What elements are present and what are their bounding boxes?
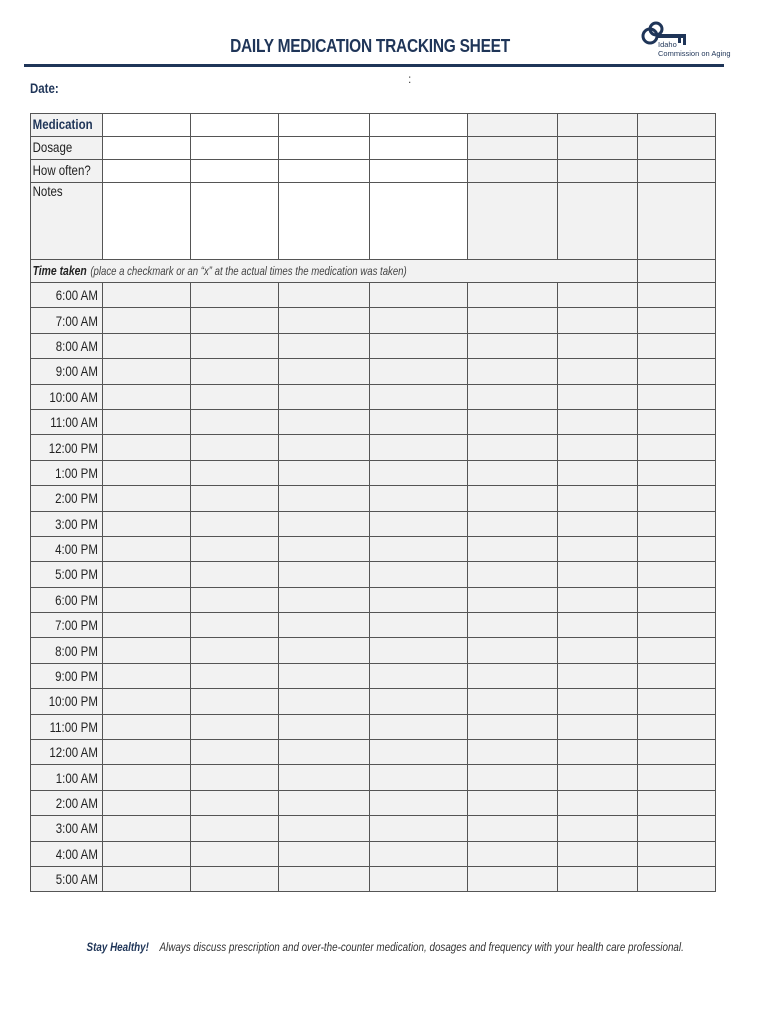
time-label-cell (31, 333, 103, 358)
time-check-cell[interactable] (468, 283, 558, 308)
time-check-cell[interactable] (558, 384, 638, 409)
time-check-cell[interactable] (370, 359, 468, 384)
time-label-cell (31, 816, 103, 841)
time-label: 7:00 AM (55, 312, 98, 329)
time-check-cell[interactable] (558, 866, 638, 891)
medication-cell[interactable] (279, 114, 370, 137)
dosage-cell[interactable] (638, 137, 716, 160)
time-check-cell[interactable] (558, 790, 638, 815)
row-dosage (31, 137, 716, 160)
medication-cell[interactable] (370, 114, 468, 137)
time-check-cell[interactable] (638, 562, 716, 587)
how-often-cell[interactable] (370, 160, 468, 183)
time-taken-header (31, 260, 638, 283)
time-check-cell[interactable] (558, 816, 638, 841)
time-check-cell[interactable] (103, 740, 191, 765)
dosage-cell[interactable] (279, 137, 370, 160)
label-dosage (31, 137, 103, 160)
time-check-cell[interactable] (558, 435, 638, 460)
time-label-cell (31, 765, 103, 790)
time-check-cell[interactable] (103, 613, 191, 638)
time-check-cell[interactable] (103, 359, 191, 384)
time-label-cell (31, 283, 103, 308)
dosage-cell[interactable] (558, 137, 638, 160)
logo-text (658, 40, 731, 58)
time-check-cell[interactable] (468, 359, 558, 384)
time-label-cell (31, 841, 103, 866)
time-label: 10:00 AM (49, 388, 98, 405)
time-check-cell[interactable] (638, 689, 716, 714)
time-row (31, 409, 716, 434)
time-check-cell[interactable] (638, 663, 716, 688)
time-row (31, 790, 716, 815)
time-label: 1:00 PM (55, 464, 98, 481)
time-check-cell[interactable] (468, 613, 558, 638)
time-check-cell[interactable] (370, 765, 468, 790)
notes-cell[interactable] (558, 183, 638, 260)
time-check-cell[interactable] (558, 511, 638, 536)
time-check-cell[interactable] (370, 689, 468, 714)
time-row (31, 460, 716, 485)
time-row (31, 841, 716, 866)
time-row (31, 308, 716, 333)
time-label-cell (31, 689, 103, 714)
date-label: Date: (30, 80, 59, 96)
logo-line-2: Commission on Aging (658, 49, 731, 58)
time-check-cell[interactable] (279, 283, 370, 308)
time-check-cell[interactable] (370, 816, 468, 841)
time-label: 6:00 AM (55, 287, 98, 304)
time-label: 5:00 AM (55, 871, 98, 888)
time-check-cell[interactable] (103, 460, 191, 485)
dosage-cell[interactable] (191, 137, 279, 160)
time-label-cell (31, 384, 103, 409)
time-label: 6:00 PM (55, 591, 98, 608)
time-check-cell[interactable] (558, 740, 638, 765)
notes-cell[interactable] (468, 183, 558, 260)
time-label-cell (31, 460, 103, 485)
time-label-cell (31, 562, 103, 587)
time-label: 12:00 PM (48, 439, 98, 456)
time-check-cell[interactable] (103, 765, 191, 790)
time-row (31, 384, 716, 409)
time-check-cell[interactable] (191, 435, 279, 460)
time-check-cell[interactable] (191, 689, 279, 714)
time-row (31, 283, 716, 308)
time-check-cell[interactable] (638, 384, 716, 409)
time-row (31, 536, 716, 561)
time-check-cell[interactable] (103, 790, 191, 815)
time-check-cell[interactable] (370, 536, 468, 561)
medication-cell[interactable] (558, 114, 638, 137)
time-check-cell[interactable] (468, 486, 558, 511)
time-label: 10:00 PM (48, 693, 98, 710)
time-row (31, 562, 716, 587)
time-check-cell[interactable] (370, 714, 468, 739)
time-check-cell[interactable] (191, 536, 279, 561)
time-check-cell[interactable] (103, 409, 191, 434)
time-check-cell[interactable] (279, 689, 370, 714)
time-check-cell[interactable] (279, 486, 370, 511)
time-check-cell[interactable] (638, 740, 716, 765)
how-often-cell[interactable] (279, 160, 370, 183)
time-check-cell[interactable] (638, 866, 716, 891)
time-check-cell[interactable] (279, 460, 370, 485)
row-notes (31, 183, 716, 260)
time-label-cell (31, 740, 103, 765)
time-label-cell (31, 587, 103, 612)
time-check-cell[interactable] (468, 333, 558, 358)
time-check-cell[interactable] (558, 283, 638, 308)
time-check-cell[interactable] (191, 333, 279, 358)
time-check-cell[interactable] (103, 283, 191, 308)
time-check-cell[interactable] (103, 435, 191, 460)
label-notes (31, 183, 103, 260)
time-check-cell[interactable] (191, 409, 279, 434)
time-check-cell[interactable] (468, 740, 558, 765)
time-check-cell[interactable] (370, 409, 468, 434)
time-check-cell[interactable] (638, 714, 716, 739)
time-check-cell[interactable] (191, 359, 279, 384)
time-label: 11:00 PM (49, 718, 98, 735)
time-check-cell[interactable] (370, 587, 468, 612)
time-label: 4:00 AM (55, 845, 98, 862)
time-check-cell[interactable] (279, 587, 370, 612)
time-check-cell[interactable] (468, 409, 558, 434)
time-check-cell[interactable] (558, 359, 638, 384)
time-row (31, 333, 716, 358)
time-check-cell[interactable] (638, 460, 716, 485)
time-label-cell (31, 409, 103, 434)
dosage-cell[interactable] (103, 137, 191, 160)
time-label-cell (31, 866, 103, 891)
time-check-cell[interactable] (558, 333, 638, 358)
time-check-cell[interactable] (370, 333, 468, 358)
time-check-cell[interactable] (638, 283, 716, 308)
time-check-cell[interactable] (191, 816, 279, 841)
time-label-cell (31, 638, 103, 663)
time-check-cell[interactable] (279, 562, 370, 587)
time-check-cell[interactable] (103, 714, 191, 739)
time-check-cell[interactable] (638, 765, 716, 790)
time-check-cell[interactable] (468, 663, 558, 688)
footer (0, 940, 770, 954)
how-often-cell[interactable] (103, 160, 191, 183)
time-check-cell[interactable] (279, 308, 370, 333)
time-check-cell[interactable] (191, 587, 279, 612)
row-time-taken-header (31, 260, 716, 283)
time-check-cell[interactable] (468, 866, 558, 891)
row-medication (31, 114, 716, 137)
time-label: 7:00 PM (55, 617, 98, 634)
time-check-cell[interactable] (103, 638, 191, 663)
time-label: 9:00 PM (55, 668, 98, 685)
time-check-cell[interactable] (191, 841, 279, 866)
time-label-cell (31, 790, 103, 815)
time-check-cell[interactable] (103, 536, 191, 561)
time-label: 11:00 AM (50, 414, 98, 431)
time-label-cell (31, 359, 103, 384)
time-label: 2:00 AM (55, 795, 98, 811)
time-check-cell[interactable] (279, 511, 370, 536)
time-label-cell (31, 663, 103, 688)
label-notes-text: Notes (32, 183, 63, 199)
medication-cell[interactable] (638, 114, 716, 137)
notes-cell[interactable] (279, 183, 370, 260)
time-check-cell[interactable] (468, 536, 558, 561)
time-row (31, 816, 716, 841)
time-label-cell (31, 511, 103, 536)
time-check-cell[interactable] (103, 384, 191, 409)
medication-cell[interactable] (191, 114, 279, 137)
time-check-cell[interactable] (191, 511, 279, 536)
logo-line-1: Idaho (658, 40, 677, 49)
time-check-cell[interactable] (279, 638, 370, 663)
colon-mark: : (408, 72, 412, 86)
time-check-cell[interactable] (279, 790, 370, 815)
time-check-cell[interactable] (638, 587, 716, 612)
time-check-cell[interactable] (638, 333, 716, 358)
time-check-cell[interactable] (468, 790, 558, 815)
time-check-cell[interactable] (279, 435, 370, 460)
time-check-cell[interactable] (370, 562, 468, 587)
time-check-cell[interactable] (279, 740, 370, 765)
dosage-cell[interactable] (468, 137, 558, 160)
medication-cell[interactable] (468, 114, 558, 137)
time-label-cell (31, 613, 103, 638)
time-taken-label: Time taken (32, 263, 87, 278)
time-check-cell[interactable] (103, 841, 191, 866)
notes-cell[interactable] (103, 183, 191, 260)
time-check-cell[interactable] (638, 816, 716, 841)
notes-cell[interactable] (638, 183, 716, 260)
time-check-cell[interactable] (370, 435, 468, 460)
time-check-cell[interactable] (468, 562, 558, 587)
time-check-cell[interactable] (638, 511, 716, 536)
dosage-cell[interactable] (370, 137, 468, 160)
time-label: 9:00 AM (55, 363, 98, 380)
time-check-cell[interactable] (558, 409, 638, 434)
how-often-cell[interactable] (638, 160, 716, 183)
label-how-often-text: How often? (32, 162, 91, 178)
medication-cell[interactable] (103, 114, 191, 137)
time-rows (31, 283, 716, 892)
time-row (31, 638, 716, 663)
time-label: 4:00 PM (55, 541, 98, 558)
time-check-cell[interactable] (103, 587, 191, 612)
time-check-cell[interactable] (279, 714, 370, 739)
time-check-cell[interactable] (558, 536, 638, 561)
footer-bold: Stay Healthy! (86, 940, 149, 954)
time-row (31, 740, 716, 765)
time-check-cell[interactable] (370, 308, 468, 333)
time-label: 8:00 PM (55, 642, 98, 659)
time-row (31, 486, 716, 511)
label-medication (31, 114, 103, 137)
time-check-cell[interactable] (468, 511, 558, 536)
time-taken-header-end (638, 260, 716, 283)
time-check-cell[interactable] (638, 486, 716, 511)
time-row (31, 714, 716, 739)
time-check-cell[interactable] (558, 663, 638, 688)
label-dosage-text: Dosage (32, 139, 73, 155)
time-check-cell[interactable] (279, 333, 370, 358)
time-check-cell[interactable] (279, 841, 370, 866)
time-row (31, 663, 716, 688)
time-check-cell[interactable] (558, 765, 638, 790)
time-check-cell[interactable] (103, 486, 191, 511)
time-check-cell[interactable] (468, 841, 558, 866)
time-row (31, 613, 716, 638)
time-check-cell[interactable] (370, 511, 468, 536)
time-check-cell[interactable] (370, 613, 468, 638)
time-row (31, 587, 716, 612)
time-check-cell[interactable] (191, 740, 279, 765)
time-check-cell[interactable] (370, 866, 468, 891)
how-often-cell[interactable] (191, 160, 279, 183)
time-check-cell[interactable] (191, 663, 279, 688)
how-often-cell[interactable] (468, 160, 558, 183)
time-check-cell[interactable] (279, 765, 370, 790)
footer-text: Always discuss prescription and over-the-counter medication, dosages and frequency with your health care professional. (159, 940, 684, 954)
time-label: 3:00 AM (55, 820, 98, 837)
label-medication-text: Medication (32, 116, 93, 132)
time-check-cell[interactable] (103, 511, 191, 536)
time-check-cell[interactable] (638, 841, 716, 866)
time-check-cell[interactable] (370, 790, 468, 815)
time-check-cell[interactable] (468, 384, 558, 409)
time-check-cell[interactable] (468, 435, 558, 460)
time-check-cell[interactable] (558, 689, 638, 714)
time-check-cell[interactable] (279, 536, 370, 561)
time-check-cell[interactable] (370, 283, 468, 308)
time-check-cell[interactable] (191, 638, 279, 663)
time-check-cell[interactable] (558, 613, 638, 638)
time-row (31, 435, 716, 460)
time-check-cell[interactable] (468, 638, 558, 663)
page-title: DAILY MEDICATION TRACKING SHEET (230, 36, 510, 56)
time-check-cell[interactable] (191, 790, 279, 815)
time-row (31, 511, 716, 536)
time-check-cell[interactable] (279, 663, 370, 688)
time-label-cell (31, 435, 103, 460)
time-row (31, 765, 716, 790)
time-label-cell (31, 714, 103, 739)
time-label: 5:00 PM (55, 566, 98, 583)
time-check-cell[interactable] (191, 866, 279, 891)
time-check-cell[interactable] (103, 816, 191, 841)
time-label-cell (31, 308, 103, 333)
time-check-cell[interactable] (191, 765, 279, 790)
time-check-cell[interactable] (370, 740, 468, 765)
time-check-cell[interactable] (103, 562, 191, 587)
time-check-cell[interactable] (191, 613, 279, 638)
label-how-often (31, 160, 103, 183)
time-check-cell[interactable] (191, 460, 279, 485)
medication-table (30, 113, 716, 892)
time-check-cell[interactable] (279, 359, 370, 384)
time-check-cell[interactable] (279, 384, 370, 409)
time-check-cell[interactable] (638, 308, 716, 333)
time-label: 2:00 PM (55, 490, 98, 507)
time-check-cell[interactable] (103, 663, 191, 688)
row-how-often (31, 160, 716, 183)
time-check-cell[interactable] (370, 384, 468, 409)
time-check-cell[interactable] (638, 536, 716, 561)
time-check-cell[interactable] (191, 562, 279, 587)
time-check-cell[interactable] (279, 816, 370, 841)
title-divider (24, 64, 724, 67)
notes-cell[interactable] (191, 183, 279, 260)
time-check-cell[interactable] (103, 308, 191, 333)
time-check-cell[interactable] (468, 765, 558, 790)
time-check-cell[interactable] (191, 384, 279, 409)
time-check-cell[interactable] (638, 613, 716, 638)
time-check-cell[interactable] (558, 308, 638, 333)
time-row (31, 689, 716, 714)
time-check-cell[interactable] (191, 714, 279, 739)
time-check-cell[interactable] (468, 587, 558, 612)
time-label: 8:00 AM (55, 337, 98, 354)
time-check-cell[interactable] (468, 308, 558, 333)
time-check-cell[interactable] (638, 359, 716, 384)
time-check-cell[interactable] (558, 486, 638, 511)
time-check-cell[interactable] (103, 866, 191, 891)
time-check-cell[interactable] (638, 638, 716, 663)
time-check-cell[interactable] (279, 866, 370, 891)
time-check-cell[interactable] (103, 333, 191, 358)
time-check-cell[interactable] (370, 460, 468, 485)
time-check-cell[interactable] (558, 562, 638, 587)
time-check-cell[interactable] (638, 790, 716, 815)
time-check-cell[interactable] (468, 689, 558, 714)
time-check-cell[interactable] (279, 409, 370, 434)
time-label: 12:00 AM (49, 744, 98, 761)
time-check-cell[interactable] (279, 613, 370, 638)
time-check-cell[interactable] (370, 486, 468, 511)
how-often-cell[interactable] (558, 160, 638, 183)
time-check-cell[interactable] (191, 308, 279, 333)
time-check-cell[interactable] (558, 841, 638, 866)
time-row (31, 359, 716, 384)
time-check-cell[interactable] (191, 283, 279, 308)
time-label-cell (31, 486, 103, 511)
time-check-cell[interactable] (638, 435, 716, 460)
time-label-cell (31, 536, 103, 561)
time-check-cell[interactable] (370, 638, 468, 663)
time-check-cell[interactable] (638, 409, 716, 434)
time-check-cell[interactable] (468, 816, 558, 841)
time-check-cell[interactable] (468, 714, 558, 739)
time-check-cell[interactable] (558, 460, 638, 485)
time-check-cell[interactable] (468, 460, 558, 485)
time-check-cell[interactable] (558, 638, 638, 663)
notes-cell[interactable] (370, 183, 468, 260)
time-taken-note: (place a checkmark or an “x” at the actual times the medication was taken) (90, 264, 407, 278)
time-check-cell[interactable] (103, 689, 191, 714)
time-check-cell[interactable] (370, 663, 468, 688)
time-check-cell[interactable] (370, 841, 468, 866)
time-row (31, 866, 716, 891)
time-check-cell[interactable] (191, 486, 279, 511)
time-check-cell[interactable] (558, 587, 638, 612)
time-check-cell[interactable] (558, 714, 638, 739)
time-label: 3:00 PM (55, 515, 98, 532)
time-label: 1:00 AM (55, 769, 98, 786)
